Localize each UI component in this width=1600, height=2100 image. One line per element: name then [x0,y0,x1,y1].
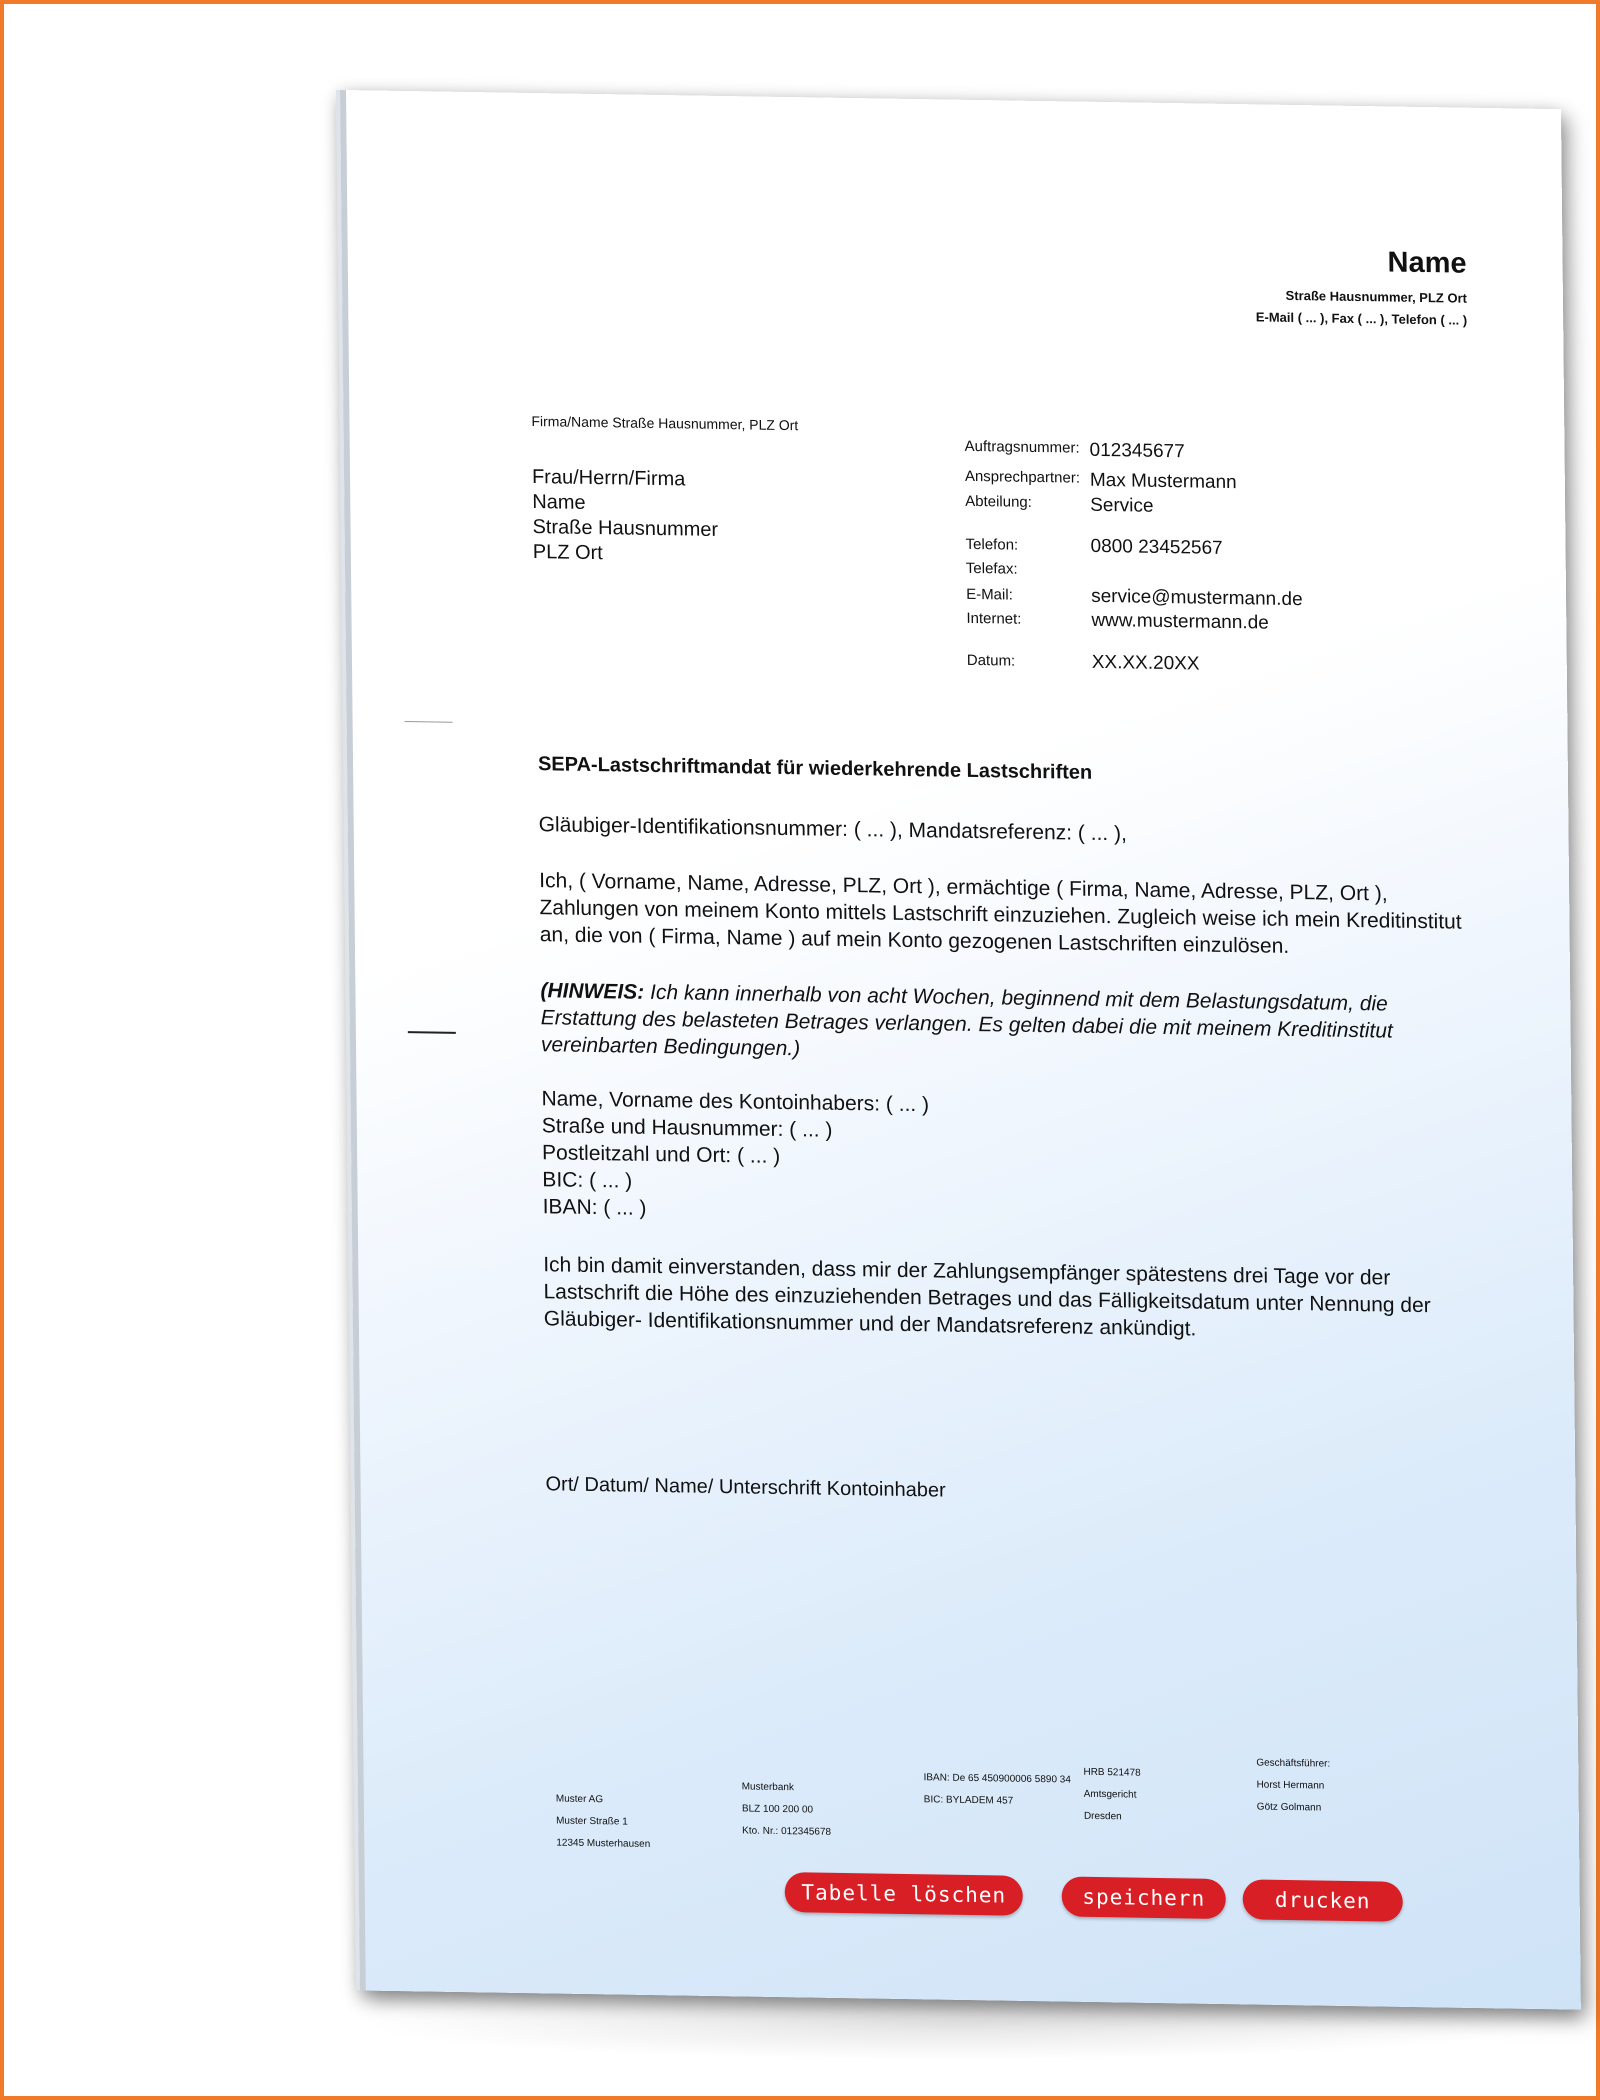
info-value-datum: XX.XX.20XX [1091,651,1200,675]
sender-address: Straße Hausnummer, PLZ Ort [1285,287,1468,306]
info-value-ansprechpartner: Max Mustermann [1089,469,1237,494]
account-field: Postleitzahl und Ort: ( ... ) [541,1141,781,1168]
footer-line: Muster Straße 1 [556,1815,628,1828]
footer-line: Götz Golmann [1256,1801,1322,1814]
print-button[interactable]: drucken [1243,1879,1403,1922]
info-label-auftragsnummer: Auftragsnummer: [964,437,1080,457]
consent-paragraph: Ich bin damit einverstanden, dass mir der Zahlungsempfänger spätestens drei Tage vor der Lastschrift die Höhe des einzuziehenden Betrages und das Fälligkeitsdatum unter Nennung der Gläubiger- Identifikationsnummer und der Mandatsreferenz ankündigt. [543,1253,1431,1341]
account-field: Name, Vorname des Kontoinhabers: ( ... ) [541,1087,930,1117]
recipient-line: Frau/Herrn/Firma [531,466,686,491]
footer-line: Amtsgericht [1083,1788,1137,1801]
hint-label: (HINWEIS: [540,979,645,1004]
footer-line: Horst Hermann [1256,1779,1325,1792]
footer-management [1256,1752,1331,1819]
footer-bank [742,1776,832,1843]
account-fields [541,1085,1472,1235]
mandate-paragraph: Ich, ( Vorname, Name, Adresse, PLZ, Ort ), ermächtige ( Firma, Name, Adresse, PLZ, Ort ), Zahlungen von meinem Konto mittels Lastschrift einzuziehen. Zugleich weise ich mein Kreditinstitut an, die von ( Firma, Name ) auf mein Konto gezogenen Lastschriften einzulösen. [539,869,1462,958]
info-value-internet: www.mustermann.de [1091,609,1269,634]
info-label-abteilung: Abteilung: [965,492,1032,511]
info-label-email: E-Mail: [966,585,1013,604]
footer-company [556,1788,651,1855]
sender-name: Name [1387,246,1467,280]
info-label-telefon: Telefon: [965,535,1019,554]
hint-text: Ich kann innerhalb von acht Wochen, beginnend mit dem Belastungsdatum, die Erstattung des belasteten Betrages verlangen. Es gelten dabei die mit meinem Kreditinstitut vereinbarten Bedingungen.) [540,980,1393,1061]
footer-line: Geschäftsführer: [1256,1757,1331,1770]
hint-paragraph [540,977,1471,1073]
account-field: BIC: ( ... ) [542,1168,633,1193]
footer-register [1083,1762,1141,1829]
footer-line: Kto. Nr.: 012345678 [742,1825,832,1838]
save-button[interactable]: speichern [1062,1876,1226,1919]
punch-mark [408,1031,456,1034]
info-label-datum: Datum: [966,651,1016,670]
info-value-email: service@mustermann.de [1091,585,1303,611]
info-value-telefon: 0800 23452567 [1090,535,1223,559]
document-page [340,90,1581,2010]
account-field: Straße und Hausnummer: ( ... ) [541,1114,833,1142]
recipient-address [532,465,719,568]
subject-line: SEPA-Lastschriftmandat für wiederkehrende Lastschriften [537,753,1093,784]
recipient-line: Straße Hausnummer [532,516,719,541]
info-label-internet: Internet: [966,609,1022,628]
return-address: Firma/Name Straße Hausnummer, PLZ Ort [531,413,799,434]
fold-mark [405,721,453,723]
info-label-ansprechpartner: Ansprechpartner: [964,467,1081,487]
recipient-line: Name [532,491,586,514]
recipient-line: PLZ Ort [532,541,603,565]
footer-iban [923,1767,1071,1813]
footer-line: BIC: BYLADEM 457 [923,1794,1014,1807]
footer-line: Musterbank [741,1781,794,1794]
footer-line: BLZ 100 200 00 [741,1803,814,1816]
account-field: IBAN: ( ... ) [542,1195,647,1220]
footer-line: HRB 521478 [1083,1766,1141,1779]
signature-line: Ort/ Datum/ Name/ Unterschrift Kontoinhaber [545,1473,946,1502]
footer-line: Muster AG [555,1793,604,1806]
info-value-abteilung: Service [1090,494,1154,517]
clear-table-button[interactable]: Tabelle löschen [785,1872,1023,1916]
footer-line: Dresden [1083,1810,1122,1823]
info-label-telefax: Telefax: [965,559,1018,578]
footer-line: 12345 Musterhausen [556,1837,651,1850]
creditor-id-paragraph: Gläubiger-Identifikationsnummer: ( ... ), Mandatsreferenz: ( ... ), [538,813,1127,846]
info-value-auftragsnummer: 012345677 [1089,439,1185,463]
footer-line: IBAN: De 65 450900006 5890 34 [923,1772,1071,1786]
sender-contact: E-Mail ( ... ), Fax ( ... ), Telefon ( ... ) [1255,309,1468,328]
